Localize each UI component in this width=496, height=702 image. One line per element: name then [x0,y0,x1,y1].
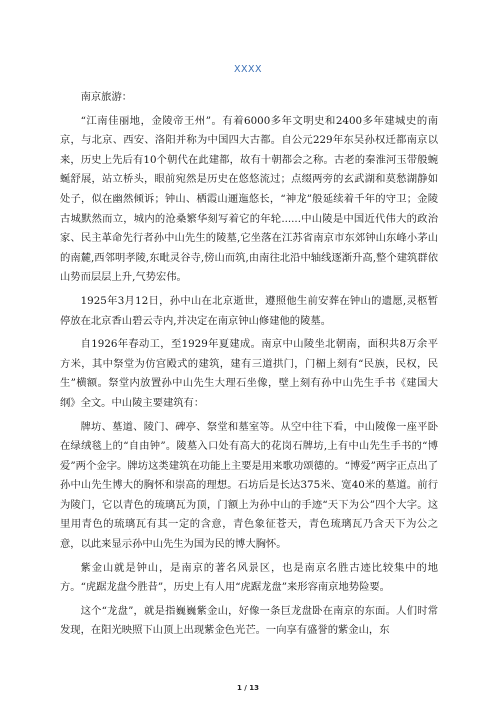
paragraph: 这个“龙盘”，就是指巍巍紫金山，好像一条巨龙盘卧在南京的东面。人们时常发现，在阳光映照下山顶上出现紫金色光芒。一向享有盛誉的紫金山，东 [60,604,438,637]
paragraph: 紫金山就是钟山，是南京的著名风景区，也是南京名胜古迹比较集中的地方。“虎踞龙盘今胜昔”，历史上有人用“虎踞龙盘”来形容南京地势险要。 [60,561,438,594]
paragraph: 牌坊、墓道、陵门、碑亭、祭堂和墓室等。从空中往下看，中山陵像一座平卧在绿绒毯上的“自由钟”。陵墓入口处有高大的花岗石牌坊,上有中山先生手书的“博爱”两个金字。牌坊这类建筑在功能上主要是用来歌功颂德的。“博爱”两字正点出了孙中山先生博大的胸怀和崇高的理想。石坊后是长达375米、宽40米的墓道。前行为陵门，它以青色的琉璃瓦为顶，门额上为孙中山的手迹“天下为公”四个大字。这里用青色的琉璃瓦有其一定的含意，青色象征苍天，青色琉璃瓦乃含天下为公之意，以此来显示孙中山先生为国为民的博大胸怀。 [60,420,438,551]
section-heading: 南京旅游： [80,91,133,103]
page-indicator: 1 / 13 [236,684,260,692]
document-body [60,88,438,645]
paragraph: 1925年3月12日，孙中山在北京逝世，遵照他生前安葬在钟山的遗愿,灵柩暂停放在北京香山碧云寺内,并决定在南京钟山修建他的陵墓。 [60,294,438,327]
paragraph: “江南佳丽地，金陵帝王州”。有着6000多年文明史和2400多年建城史的南京，与北京、西安、洛阳并称为中国四大古都。自公元229年东吴孙权迁都南京以来，历史上先后有10个朝代在此建都，故有十朝都会之称。古老的秦淮河玉带般蜿蜒舒展，站立桥头，眼前宛然是历史在悠悠流过；点缀两旁的玄武湖和莫愁湖静如处子，似在幽然倾诉；钟山、栖霞山逦迤悠长，“神龙”般延续着千年的守卫；金陵古城默然而立，城内的沧桑繁华刻写着它的年轮......中山陵是中国近代伟大的政治家、民主革命先行者孙中山先生的陵墓,它坐落在江苏省南京市东郊钟山东峰小茅山的南麓,西邻明孝陵,东毗灵谷寺,傍山而筑,由南往北沿中轴线逐渐升高,整个建筑群依山势而层层上升,气势宏伟。 [60,114,438,284]
document-title: XXXX [233,64,263,75]
paragraph: 自1926年春动工，至1929年夏建成。南京中山陵坐北朝南，面积共8万余平方米，其中祭堂为仿宫殿式的建筑，建有三道拱门，门楣上刻有“民族，民权，民生”横额。祭堂内放置孙中山先生大理石坐像，壁上刻有孙中山先生手书《建国大纲》全文。中山陵主要建筑有： [60,338,438,409]
